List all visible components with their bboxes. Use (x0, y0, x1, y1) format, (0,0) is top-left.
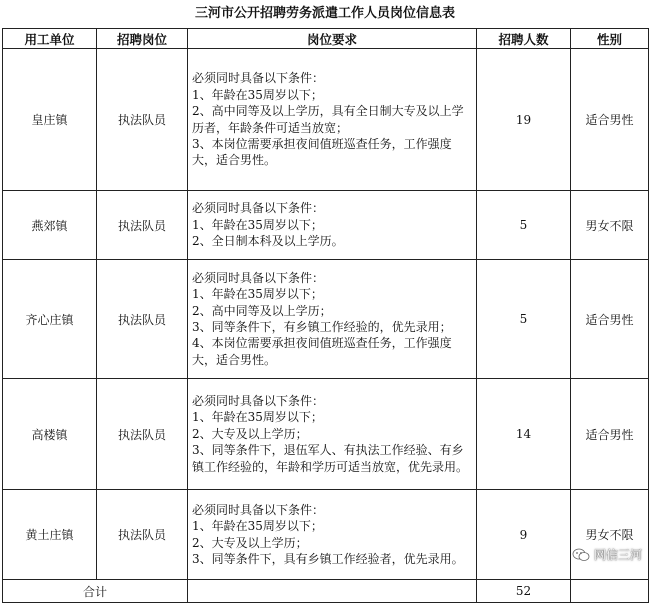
table-row (3, 260, 649, 379)
requirement-line: 1、年龄在35周岁以下； (192, 287, 323, 302)
gender-cell: 男女不限 (571, 191, 649, 260)
count-cell: 5 (477, 191, 571, 260)
position-cell: 执法队员 (97, 490, 188, 580)
job-info-table (2, 28, 649, 603)
table-row (3, 49, 649, 191)
watermark (572, 546, 642, 563)
gender-cell: 适合男性 (571, 49, 649, 191)
header-requirements: 岗位要求 (188, 29, 477, 49)
count-cell: 9 (477, 490, 571, 580)
unit-cell: 黄土庄镇 (3, 490, 97, 580)
requirement-line: 3、同等条件下，退伍军人、有执法工作经验、有乡镇工作经验的，年龄和学历可适当放宽，优先录用。 (192, 443, 469, 474)
requirement-line: 3、同等条件下，具有乡镇工作经验者，优先录用。 (192, 551, 464, 566)
position-cell: 执法队员 (97, 49, 188, 191)
requirements-cell (188, 191, 477, 260)
requirement-line: 1、年龄在35周岁以下； (192, 217, 323, 232)
header-row (3, 29, 649, 49)
requirement-line: 必须同时具备以下条件： (192, 502, 325, 517)
total-label: 合计 (3, 580, 188, 603)
header-unit: 用工单位 (3, 29, 97, 49)
gender-cell: 适合男性 (571, 379, 649, 490)
requirement-line: 2、高中同等及以上学历，具有全日制大专及以上学历者，年龄条件可适当放宽； (192, 104, 464, 135)
requirements-cell (188, 490, 477, 580)
count-cell: 19 (477, 49, 571, 191)
requirement-line: 必须同时具备以下条件： (192, 71, 325, 86)
requirement-line: 1、年龄在35周岁以下； (192, 519, 323, 534)
count-cell: 5 (477, 260, 571, 379)
table-row (3, 379, 649, 490)
count-cell: 14 (477, 379, 571, 490)
gender-cell: 适合男性 (571, 260, 649, 379)
total-empty-cell (188, 580, 477, 603)
requirement-line: 1、年龄在35周岁以下； (192, 410, 323, 425)
requirements-cell (188, 49, 477, 191)
total-count: 52 (477, 580, 571, 603)
requirement-line: 必须同时具备以下条件： (192, 201, 325, 216)
wechat-icon (572, 548, 590, 562)
total-row (3, 580, 649, 603)
requirements-cell (188, 379, 477, 490)
requirement-line: 3、同等条件下，有乡镇工作经验的，优先录用； (192, 320, 452, 334)
requirement-line: 2、高中同等及以上学历； (192, 303, 332, 318)
unit-cell: 皇庄镇 (3, 49, 97, 191)
watermark-text: 网信三河 (593, 548, 642, 562)
position-cell: 执法队员 (97, 260, 188, 379)
header-gender: 性别 (571, 29, 649, 49)
unit-cell: 高楼镇 (3, 379, 97, 490)
total-empty-cell (571, 580, 649, 603)
table-row (3, 191, 649, 260)
header-count: 招聘人数 (477, 29, 571, 49)
position-cell: 执法队员 (97, 379, 188, 490)
unit-cell: 燕郊镇 (3, 191, 97, 260)
requirement-line: 必须同时具备以下条件： (192, 270, 325, 285)
requirement-line: 1、年龄在35周岁以下； (192, 87, 323, 102)
unit-cell: 齐心庄镇 (3, 260, 97, 379)
gender-cell: 男女不限 (571, 490, 649, 580)
requirement-line: 必须同时具备以下条件： (192, 393, 325, 408)
requirement-line: 2、大专及以上学历； (192, 535, 308, 550)
header-position: 招聘岗位 (97, 29, 188, 49)
requirement-line: 2、大专及以上学历； (192, 426, 308, 441)
requirement-line: 2、全日制本科及以上学历。 (192, 234, 344, 249)
table-title: 三河市公开招聘劳务派遣工作人员岗位信息表 (194, 6, 455, 21)
requirements-cell (188, 260, 477, 379)
requirement-line: 4、本岗位需要承担夜间值班巡查任务，工作强度大，适合男性。 (192, 336, 452, 367)
table-row (3, 490, 649, 580)
requirement-line: 3、本岗位需要承担夜间值班巡查任务，工作强度大，适合男性。 (192, 136, 452, 168)
position-cell: 执法队员 (97, 191, 188, 260)
